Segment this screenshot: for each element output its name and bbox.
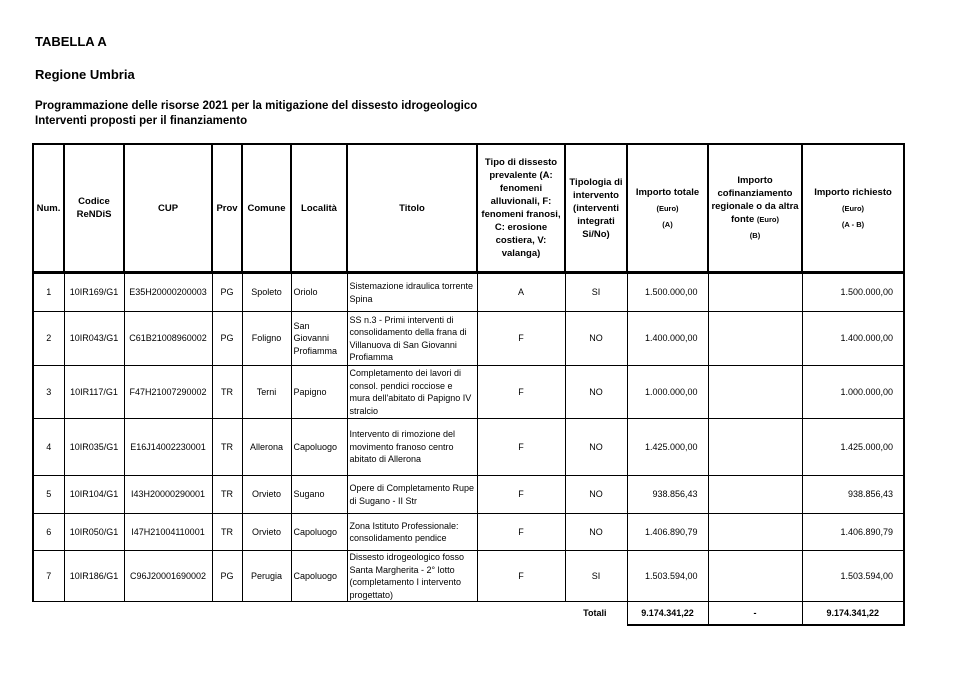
table-row [33, 551, 904, 602]
cell-localita: Papigno [291, 366, 347, 419]
cell-prov: TR [212, 514, 242, 551]
cell-num: 7 [33, 551, 64, 602]
cell-totale: 1.000.000,00 [627, 366, 708, 419]
cofinanziamento-ref: (B) [749, 231, 761, 240]
cell-localita: San Giovanni Profiamma [291, 312, 347, 366]
cell-cofin [708, 419, 802, 476]
table-row [33, 312, 904, 366]
cell-richiesto: 1.500.000,00 [802, 273, 904, 312]
cell-tipologia: SI [565, 273, 627, 312]
table-row [33, 476, 904, 514]
cell-richiesto: 1.425.000,00 [802, 419, 904, 476]
col-header-cup: CUP [124, 144, 212, 273]
cell-cofin [708, 551, 802, 602]
cell-tipo: F [477, 476, 565, 514]
richiesto-ref: (A - B) [841, 219, 865, 229]
cell-totale: 1.425.000,00 [627, 419, 708, 476]
cell-tipologia: SI [565, 551, 627, 602]
cell-cup: E35H20000200003 [124, 273, 212, 312]
totals-richiesto: 9.174.341,22 [802, 602, 904, 626]
cell-titolo: Opere di Completamento Rupe di Sugano - II Str [347, 476, 477, 514]
cell-richiesto: 1.400.000,00 [802, 312, 904, 366]
document-subtitle [35, 99, 477, 129]
cell-localita: Capoluogo [291, 419, 347, 476]
cell-cup: I47H21004110001 [124, 514, 212, 551]
totals-row [33, 602, 904, 626]
cell-cofin [708, 312, 802, 366]
col-header-localita: Località [291, 144, 347, 273]
cell-titolo: Dissesto idrogeologico fosso Santa Margherita - 2° lotto (completamento I intervento progettato) [347, 551, 477, 602]
cell-tipologia: NO [565, 419, 627, 476]
table-label: TABELLA A [35, 34, 107, 49]
cell-totale: 1.503.594,00 [627, 551, 708, 602]
importo-totale-label: Importo totale [635, 186, 700, 198]
cell-totale: 1.500.000,00 [627, 273, 708, 312]
cell-richiesto: 938.856,43 [802, 476, 904, 514]
cell-tipologia: NO [565, 514, 627, 551]
col-header-tipologia: Tipologia di intervento (interventi integrati Si/No) [565, 144, 627, 273]
cell-titolo: Sistemazione idraulica torrente Spina [347, 273, 477, 312]
cell-num: 1 [33, 273, 64, 312]
cell-totale: 1.406.890,79 [627, 514, 708, 551]
cell-titolo: Completamento dei lavori di consol. pendici rocciose e mura dell'abitato di Papigno IV stralcio [347, 366, 477, 419]
cell-num: 6 [33, 514, 64, 551]
cell-prov: PG [212, 551, 242, 602]
cell-num: 2 [33, 312, 64, 366]
richiesto-label: Importo richiesto [814, 186, 892, 198]
col-header-codice: Codice ReNDiS [64, 144, 124, 273]
subtitle-line-2: Interventi proposti per il finanziamento [35, 115, 248, 127]
cell-tipo: A [477, 273, 565, 312]
cell-comune: Orvieto [242, 514, 291, 551]
table-row [33, 366, 904, 419]
col-header-cofinanziamento [708, 144, 802, 273]
interventions-table [32, 143, 905, 626]
cell-comune: Spoleto [242, 273, 291, 312]
col-header-num: Num. [33, 144, 64, 273]
cell-codice: 10IR117/G1 [64, 366, 124, 419]
cell-localita: Capoluogo [291, 551, 347, 602]
cell-localita: Oriolo [291, 273, 347, 312]
cell-tipo: F [477, 366, 565, 419]
cell-num: 5 [33, 476, 64, 514]
col-header-importo-totale [627, 144, 708, 273]
cell-codice: 10IR035/G1 [64, 419, 124, 476]
cell-titolo: Zona Istituto Professionale: consolidamento pendice [347, 514, 477, 551]
cell-cofin [708, 476, 802, 514]
cell-cup: F47H21007290002 [124, 366, 212, 419]
cell-localita: Sugano [291, 476, 347, 514]
cell-localita: Capoluogo [291, 514, 347, 551]
cell-num: 4 [33, 419, 64, 476]
cell-prov: PG [212, 273, 242, 312]
cell-codice: 10IR169/G1 [64, 273, 124, 312]
table-row [33, 419, 904, 476]
cell-codice: 10IR043/G1 [64, 312, 124, 366]
cell-cup: C61B21008960002 [124, 312, 212, 366]
region-title: Regione Umbria [35, 67, 135, 82]
col-header-titolo: Titolo [347, 144, 477, 273]
cell-codice: 10IR104/G1 [64, 476, 124, 514]
table-header-row [33, 144, 904, 273]
cofinanziamento-label: Importo cofinanziamento regionale o da altra fonte [711, 175, 799, 225]
cell-richiesto: 1.503.594,00 [802, 551, 904, 602]
cell-cup: C96J20001690002 [124, 551, 212, 602]
cell-num: 3 [33, 366, 64, 419]
cell-cofin [708, 514, 802, 551]
cell-richiesto: 1.000.000,00 [802, 366, 904, 419]
col-header-richiesto [802, 144, 904, 273]
col-header-prov: Prov [212, 144, 242, 273]
cell-comune: Orvieto [242, 476, 291, 514]
cell-tipo: F [477, 419, 565, 476]
cell-comune: Allerona [242, 419, 291, 476]
cell-tipologia: NO [565, 312, 627, 366]
cell-codice: 10IR050/G1 [64, 514, 124, 551]
cell-codice: 10IR186/G1 [64, 551, 124, 602]
cell-comune: Perugia [242, 551, 291, 602]
totals-cofinanziamento: - [708, 602, 802, 626]
cell-totale: 938.856,43 [627, 476, 708, 514]
richiesto-unit: (Euro) [841, 203, 865, 213]
cell-totale: 1.400.000,00 [627, 312, 708, 366]
col-header-comune: Comune [242, 144, 291, 273]
cell-tipologia: NO [565, 476, 627, 514]
subtitle-line-1: Programmazione delle risorse 2021 per la mitigazione del dissesto idrogeologico [35, 100, 478, 112]
table-row [33, 514, 904, 551]
importo-totale-unit: (Euro) [656, 203, 679, 213]
cell-titolo: Intervento di rimozione del movimento franoso centro abitato di Allerona [347, 419, 477, 476]
cell-tipologia: NO [565, 366, 627, 419]
cell-prov: TR [212, 419, 242, 476]
totals-label: Totali [583, 608, 607, 619]
cell-titolo: SS n.3 - Primi interventi di consolidamento della frana di Villanuova di San Giovanni Profiamma [347, 312, 477, 366]
cofinanziamento-unit: (Euro) [756, 215, 779, 224]
cell-tipo: F [477, 312, 565, 366]
cell-cofin [708, 366, 802, 419]
col-header-tipo-dissesto: Tipo di dissesto prevalente (A: fenomeni alluvionali, F: fenomeni franosi, C: erosione costiera, V: valanga) [477, 144, 565, 273]
cell-prov: TR [212, 476, 242, 514]
cell-prov: TR [212, 366, 242, 419]
cell-tipo: F [477, 514, 565, 551]
cell-cup: I43H20000290001 [124, 476, 212, 514]
importo-totale-ref: (A) [662, 219, 673, 229]
cell-tipo: F [477, 551, 565, 602]
cell-cofin [708, 273, 802, 312]
totals-importo-totale: 9.174.341,22 [627, 602, 708, 626]
table-row [33, 273, 904, 312]
cell-comune: Terni [242, 366, 291, 419]
cell-comune: Foligno [242, 312, 291, 366]
cell-cup: E16J14002230001 [124, 419, 212, 476]
cell-prov: PG [212, 312, 242, 366]
cell-richiesto: 1.406.890,79 [802, 514, 904, 551]
